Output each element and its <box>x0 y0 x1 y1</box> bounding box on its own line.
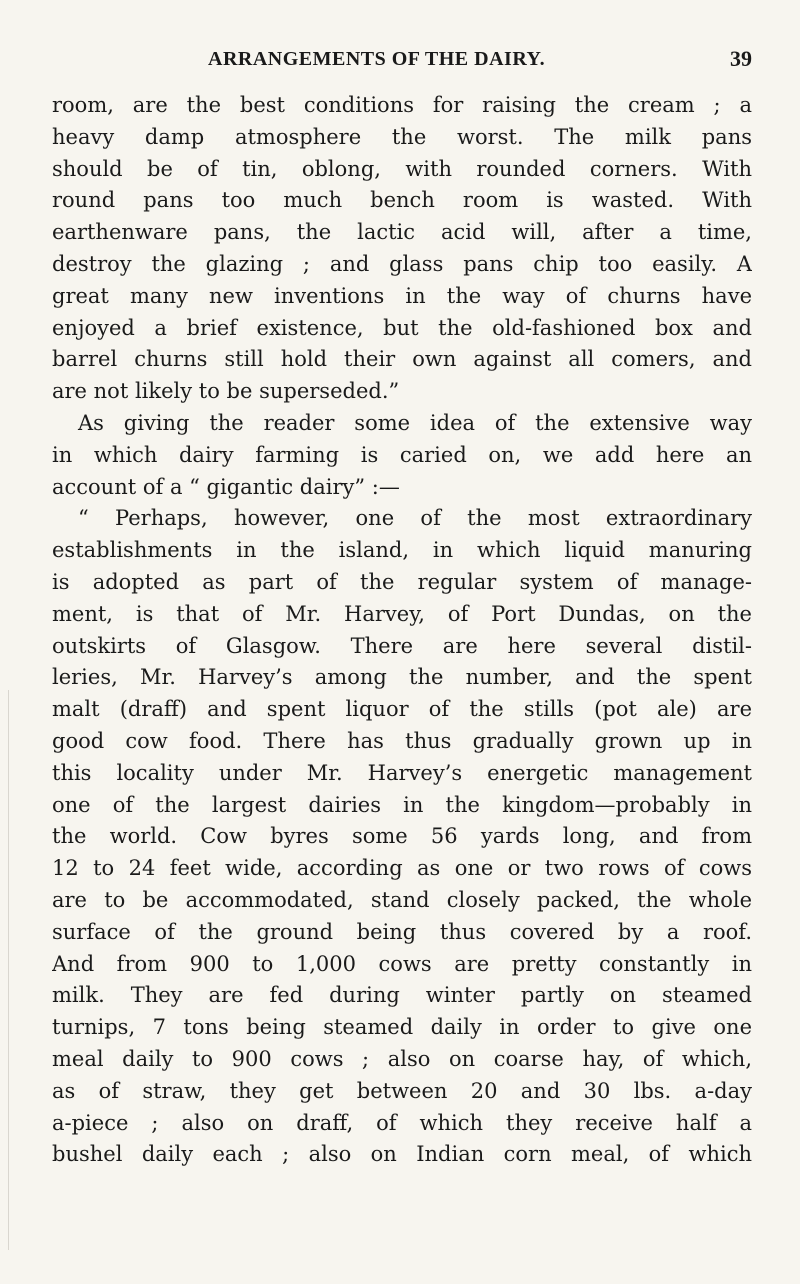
text-line: destroy the glazing ; and glass pans chip too easily. A <box>52 251 752 276</box>
text-line: ment, is that of Mr. Harvey, of Port Dundas, on the <box>52 601 752 626</box>
text-line: milk. They are fed during winter partly on steamed <box>52 983 752 1008</box>
text-line: earthenware pans, the lactic acid will, after a time, <box>52 220 752 245</box>
text-line: surface of the ground being thus covered by a roof. <box>52 919 752 944</box>
text-line: outskirts of Glasgow. There are here several distil- <box>52 633 752 658</box>
text-line: establishments in the island, in which liquid manuring <box>52 538 752 563</box>
text-line: malt (draff) and spent liquor of the stills (pot ale) are <box>52 697 752 722</box>
text-line: “ Perhaps, however, one of the most extraordinary <box>78 506 752 531</box>
text-line: as of straw, they get between 20 and 30 lbs. a-day <box>52 1078 752 1103</box>
text-line: bushel daily each ; also on Indian corn meal, of which <box>52 1142 752 1167</box>
text-line: As giving the reader some idea of the extensive way <box>78 410 752 435</box>
text-line: room, are the best conditions for raising the cream ; a <box>52 93 752 117</box>
text-line: a-piece ; also on draff, of which they receive half a <box>52 1110 752 1135</box>
running-head: ARRANGEMENTS OF THE DAIRY. <box>208 48 546 70</box>
text-line: this locality under Mr. Harvey’s energetic management <box>52 760 752 785</box>
text-line: leries, Mr. Harvey’s among the number, and the spent <box>52 665 752 690</box>
text-line: is adopted as part of the regular system of manage- <box>52 569 752 594</box>
text-line: great many new inventions in the way of churns have <box>52 283 752 308</box>
text-line: round pans too much bench room is wasted. With <box>52 188 752 213</box>
text-line: one of the largest dairies in the kingdom—probably in <box>52 792 752 817</box>
text-line: turnips, 7 tons being steamed daily in order to give one <box>52 1015 752 1040</box>
text-line: are to be accommodated, stand closely packed, the whole <box>52 887 752 912</box>
text-line: heavy damp atmosphere the worst. The milk pans <box>52 124 752 149</box>
text-line: the world. Cow byres some 56 yards long, and from <box>52 824 752 849</box>
body-text <box>52 90 752 1171</box>
text-line: good cow food. There has thus gradually grown up in <box>52 728 752 753</box>
text-line: 12 to 24 feet wide, according as one or two rows of cows <box>52 856 752 881</box>
page-number: 39 <box>730 46 752 71</box>
text-line: in which dairy farming is caried on, we add here an <box>52 442 752 467</box>
text-line: meal daily to 900 cows ; also on coarse hay, of which, <box>52 1046 752 1071</box>
text-line: should be of tin, oblong, with rounded corners. With <box>52 156 752 181</box>
page-edge-shadow <box>8 690 9 1250</box>
text-line: And from 900 to 1,000 cows are pretty constantly in <box>52 951 752 976</box>
text-line: are not likely to be superseded.” <box>52 379 400 404</box>
text-line: barrel churns still hold their own against all comers, and <box>52 347 752 372</box>
text-line: account of a “ gigantic dairy” :— <box>52 474 400 499</box>
text-line: enjoyed a brief existence, but the old-fashioned box and <box>52 315 752 340</box>
